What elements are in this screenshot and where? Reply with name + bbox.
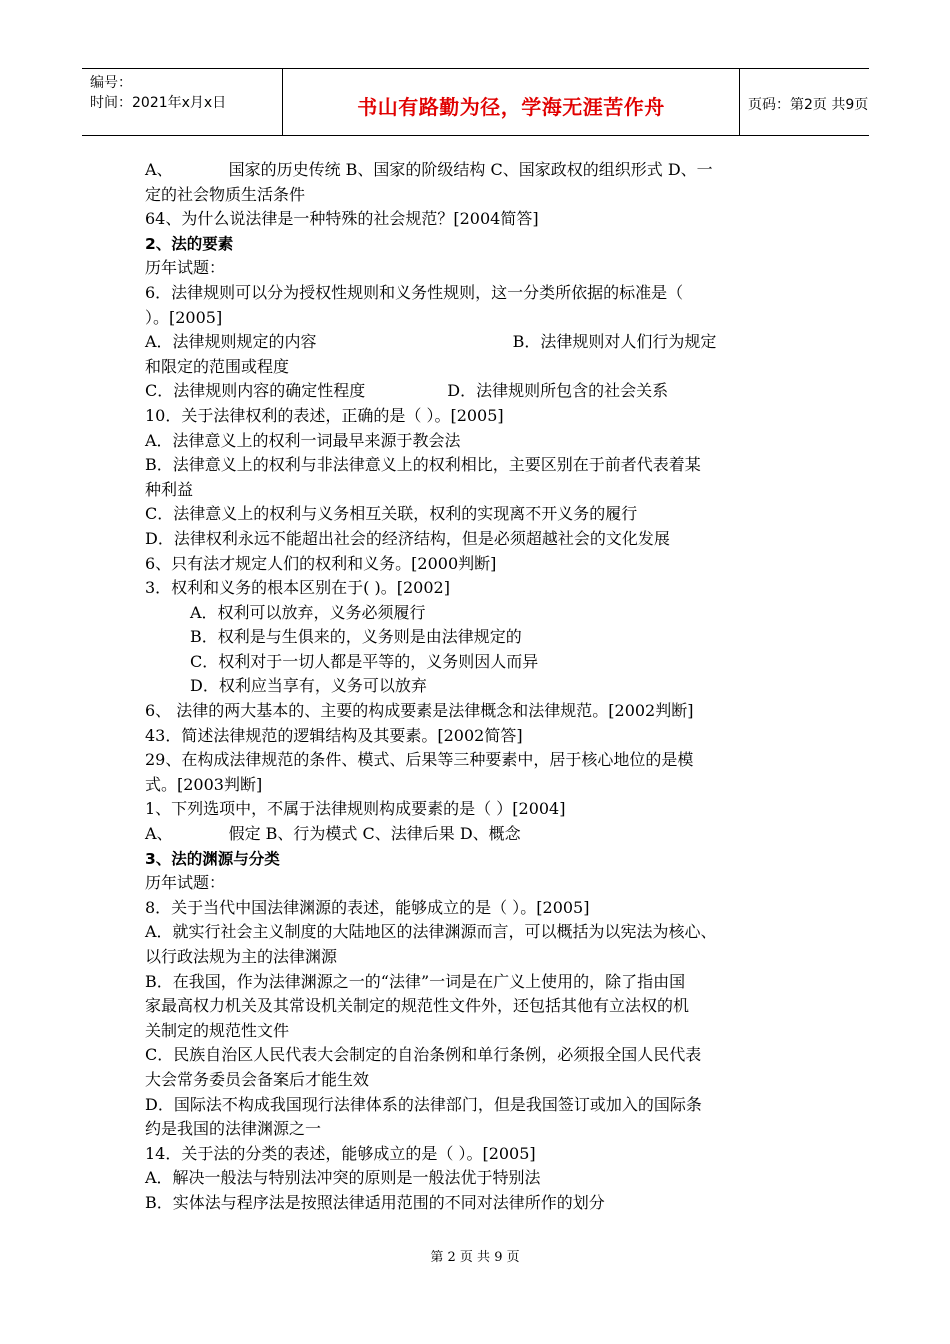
text-line: C．法律意义上的权利与义务相互关联，权利的实现离不开义务的履行 (145, 504, 638, 524)
text-line: 64、为什么说法律是一种特殊的社会规范？[2004简答] (145, 209, 539, 229)
choice-line (145, 822, 817, 847)
section-heading: 3、法的渊源与分类 (145, 849, 280, 868)
option-right: B．法律规则对人们行为规定 (512, 332, 717, 352)
text-line: B．在我国，作为法律渊源之一的“法律”一词是在广义上使用的，除了指由国 (145, 971, 686, 991)
text-line: B．法律意义上的权利与非法律意义上的权利相比，主要区别在于前者代表着某 (145, 455, 701, 475)
text-line: 关制定的规范性文件 (145, 1020, 290, 1040)
text-line: 1、下列选项中，不属于法律规则构成要素的是（ ）[2004] (145, 799, 566, 819)
section-heading: 2、法的要素 (145, 234, 234, 253)
text-line: 6．法律规则可以分为授权性规则和义务性规则，这一分类所依据的标准是（ (145, 282, 684, 302)
header-page-cell (740, 69, 869, 135)
text-line: 14．关于法的分类的表述，能够成立的是（ ）。[2005] (145, 1143, 536, 1163)
text-line: A．就实行社会主义制度的大陆地区的法律渊源而言，可以概括为以宪法为核心、 (145, 922, 717, 942)
text-line: B．实体法与程序法是按照法律适用范围的不同对法律所作的划分 (145, 1192, 605, 1212)
text-line: 和限定的范围或程度 (145, 356, 290, 376)
option-line: D．权利应当享有，义务可以放弃 (190, 676, 427, 696)
text-line: 10．关于法律权利的表述，正确的是（ ）。[2005] (145, 405, 504, 425)
text-line: D．国际法不构成我国现行法律体系的法律部门，但是我国签订或加入的国际条 (145, 1094, 702, 1114)
header-motto-cell (282, 69, 740, 135)
serial-label: 编号： (90, 75, 132, 91)
choice-label: A、 (145, 824, 173, 844)
option-line: B．权利是与生俱来的，义务则是由法律规定的 (190, 627, 522, 647)
text-line: 以行政法规为主的法律渊源 (145, 947, 338, 966)
text-line: 约是我国的法律渊源之一 (145, 1119, 322, 1139)
text-line: 历年试题： (145, 873, 226, 893)
text-line: 8．关于当代中国法律渊源的表述，能够成立的是（ ）。[2005] (145, 897, 590, 917)
header-meta (82, 69, 282, 135)
text-line: 6、只有法才规定人们的权利和义务。[2000判断] (145, 553, 497, 573)
text-line: 种利益 (145, 479, 194, 499)
text-line: 式。[2003判断] (145, 774, 263, 794)
option-line: A．权利可以放弃，义务必须履行 (190, 602, 426, 622)
text-line: C．民族自治区人民代表大会制定的自治条例和单行条例，必须报全国人民代表 (145, 1045, 702, 1065)
option-left: A．法律规则规定的内容 (145, 332, 317, 352)
option-left: C．法律规则内容的确定性程度 (145, 381, 366, 401)
text-line: 43．简述法律规范的逻辑结构及其要素。[2002简答] (145, 725, 523, 745)
text-line: A．法律意义上的权利一词最早来源于教会法 (145, 430, 461, 450)
text-line: 3．权利和义务的根本区别在于( )。[2002] (145, 578, 450, 598)
page-info: 页码：第2页 共9页 (748, 97, 869, 113)
text-line: 大会常务委员会备案后才能生效 (145, 1069, 370, 1089)
option-pair-line (145, 330, 817, 355)
text-line: ）。[2005] (145, 307, 223, 327)
text-line: D．法律权利永远不能超出社会的经济结构，但是必须超越社会的文化发展 (145, 528, 670, 548)
choice-label: A、 (145, 160, 173, 179)
text-line: A．解决一般法与特别法冲突的原则是一般法优于特别法 (145, 1168, 541, 1188)
time-label: 时间：2021年x月x日 (90, 95, 227, 111)
choice-text: 假定 B、行为模式 C、法律后果 D、概念 (228, 824, 521, 844)
option-line: C．权利对于一切人都是平等的，义务则因人而异 (190, 651, 539, 671)
page-footer: 第 2 页 共 9 页 (430, 1250, 520, 1265)
option-pair-line (145, 379, 817, 404)
text-line: 6、 法律的两大基本的、主要的构成要素是法律概念和法律规范。[2002判断] (145, 701, 694, 721)
text-line: 定的社会物质生活条件 (145, 184, 306, 204)
page-header (82, 68, 869, 136)
text-line: 历年试题： (145, 258, 226, 278)
text-line: 家最高权力机关及其常设机关制定的规范性文件外，还包括其他有立法权的机 (145, 996, 690, 1016)
choice-text: 国家的历史传统 B、国家的阶级结构 C、国家政权的组织形式 D、一 (228, 160, 713, 179)
choice-line (145, 158, 817, 183)
document-body (145, 158, 817, 1216)
option-right: D．法律规则所包含的社会关系 (447, 381, 669, 401)
text-line: 29、在构成法律规范的条件、模式、后果等三种要素中，居于核心地位的是模 (145, 750, 694, 770)
motto: 书山有路勤为径，学海无涯苦作舟 (357, 95, 665, 119)
